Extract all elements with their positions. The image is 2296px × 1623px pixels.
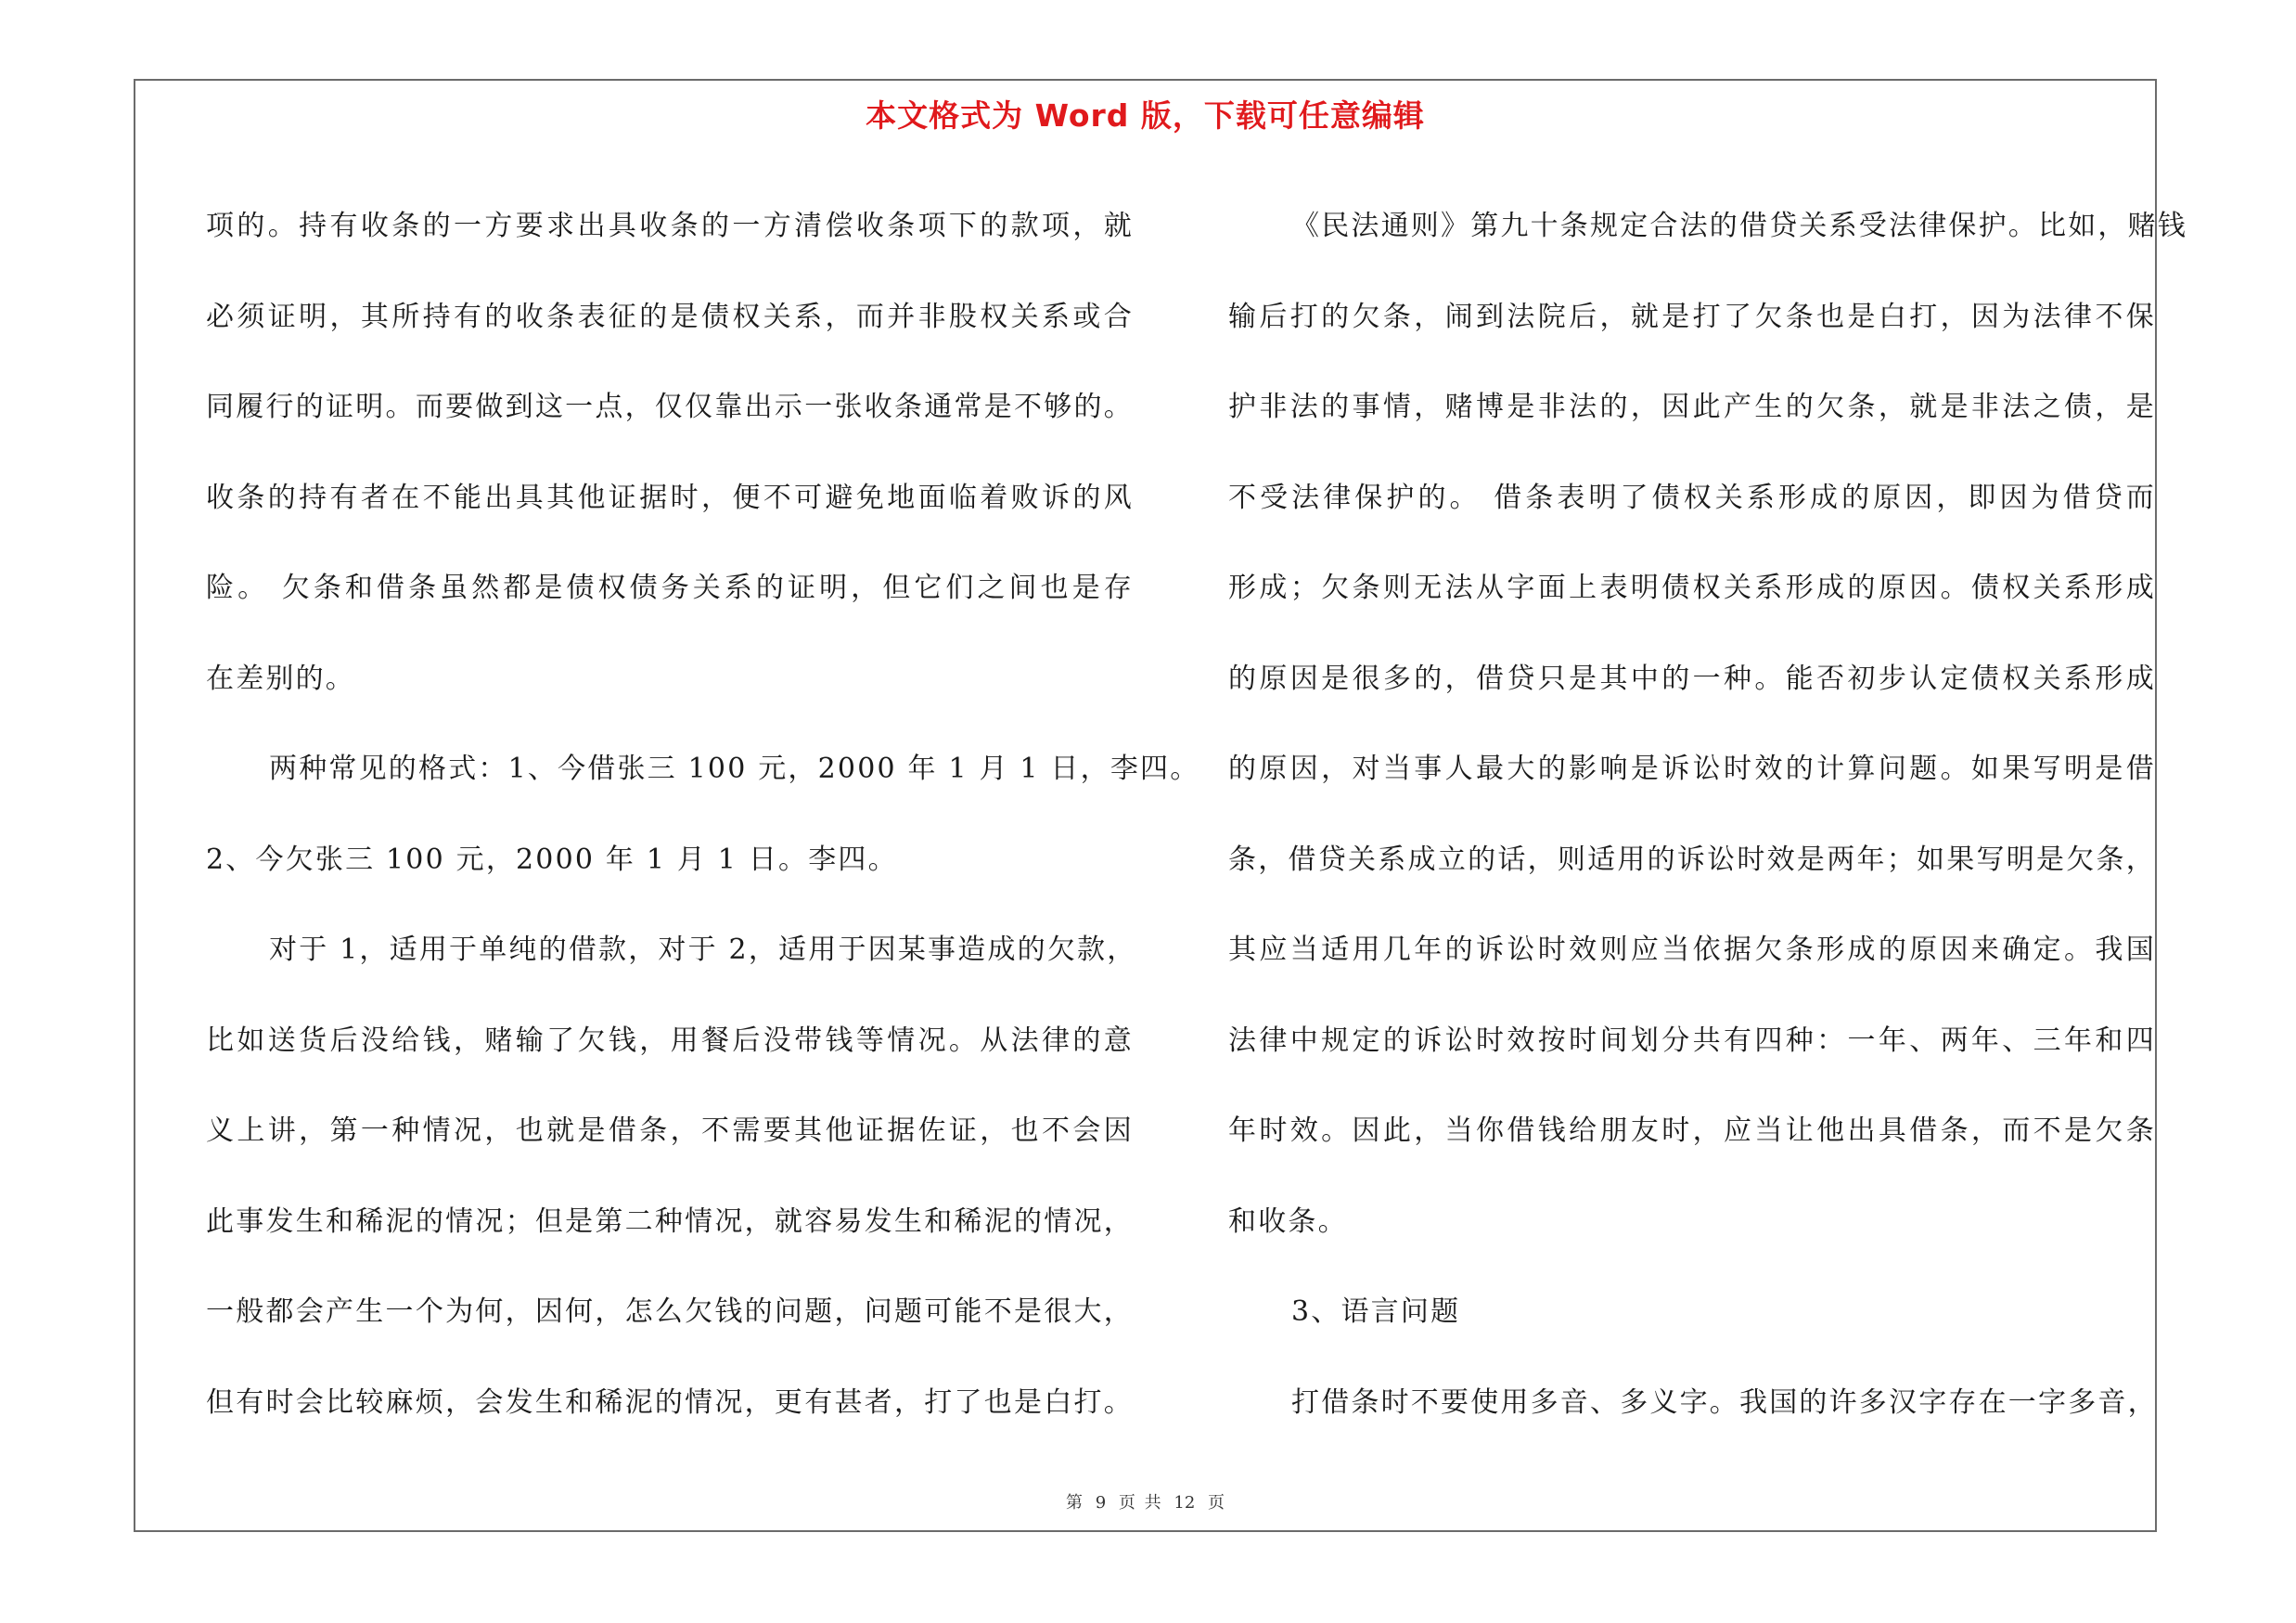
paragraph-line: 打借条时不要使用多音、多义字。我国的许多汉字存在一字多音， (1291, 1385, 2158, 1419)
paragraph-line: 条，借贷关系成立的话，则适用的诉讼时效是两年；如果写明是欠条， (1228, 843, 2156, 876)
paragraph-line: 法律中规定的诉讼时效按时间划分共有四种：一年、两年、三年和四 (1228, 1024, 2156, 1057)
footer-prefix: 第 (1065, 1493, 1083, 1513)
paragraph-line: 险。 欠条和借条虽然都是债权债务关系的证明，但它们之间也是存 (206, 572, 1134, 604)
paragraph-line: 义上讲，第一种情况，也就是借条，不需要其他证据佐证，也不会因 (206, 1114, 1134, 1147)
paragraph-line: 一般都会产生一个为何，因何，怎么欠钱的问题，问题可能不是很大， (206, 1295, 1134, 1328)
paragraph-line: 年时效。因此，当你借钱给朋友时，应当让他出具借条，而不是欠条 (1228, 1114, 2156, 1147)
paragraph-line: 《民法通则》第九十条规定合法的借贷关系受法律保护。比如，赌钱 (1291, 210, 2187, 242)
paragraph-line: 的原因，对当事人最大的影响是诉讼时效的计算问题。如果写明是借 (1228, 753, 2156, 785)
paragraph-line: 同履行的证明。而要做到这一点，仅仅靠出示一张收条通常是不够的。 (206, 391, 1134, 423)
paragraph-line: 的原因是很多的，借贷只是其中的一种。能否初步认定债权关系形成 (1228, 662, 2156, 695)
paragraph-line: 此事发生和稀泥的情况；但是第二种情况，就容易发生和稀泥的情况， (206, 1204, 1134, 1238)
paragraph-line: 其应当适用几年的诉讼时效则应当依据欠条形成的原因来确定。我国 (1228, 934, 2156, 966)
format-banner: 本文格式为 Word 版，下载可任意编辑 (866, 97, 1425, 134)
paragraph-line: 比如送货后没给钱，赌输了欠钱，用餐后没带钱等情况。从法律的意 (206, 1024, 1134, 1057)
paragraph-line: 两种常见的格式：1、今借张三 100 元，2000 年 1 月 1 日，李四。 (269, 753, 1200, 785)
paragraph-line: 在差别的。 (206, 662, 355, 695)
paragraph-line: 不受法律保护的。 借条表明了债权关系形成的原因，即因为借贷而 (1228, 481, 2156, 514)
paragraph-line: 输后打的欠条，闹到法院后，就是打了欠条也是白打，因为法律不保 (1228, 300, 2156, 333)
right-column (1228, 181, 2187, 1448)
paragraph-line: 护非法的事情，赌博是非法的，因此产生的欠条，就是非法之债，是 (1228, 391, 2156, 423)
page-footer (135, 1489, 2155, 1514)
paragraph-line: 项的。持有收条的一方要求出具收条的一方清偿收条项下的款项，就 (206, 210, 1134, 242)
paragraph-line: 必须证明，其所持有的收条表征的是债权关系，而并非股权关系或合 (206, 300, 1134, 333)
left-column (206, 181, 1200, 1448)
section-heading: 3、语言问题 (1291, 1295, 1461, 1328)
page-frame (134, 79, 2187, 1532)
total-page-count: 12 (1174, 1493, 1196, 1513)
paragraph-line: 形成；欠条则无法从字面上表明债权关系形成的原因。债权关系形成 (1228, 572, 2156, 604)
paragraph-line: 和收条。 (1228, 1204, 1348, 1238)
footer-suffix: 页 (1208, 1493, 1225, 1513)
paragraph-line: 对于 1，适用于单纯的借款，对于 2，适用于因某事造成的欠款， (269, 934, 1137, 966)
paragraph-line: 2、今欠张三 100 元，2000 年 1 月 1 日。李四。 (206, 843, 898, 876)
paragraph-line: 但有时会比较麻烦，会发生和稀泥的情况，更有甚者，打了也是白打。 (206, 1385, 1134, 1419)
current-page-number: 9 (1095, 1493, 1107, 1513)
footer-middle: 页 共 (1118, 1493, 1161, 1513)
paragraph-line: 收条的持有者在不能出具其他证据时，便不可避免地面临着败诉的风 (206, 481, 1134, 514)
